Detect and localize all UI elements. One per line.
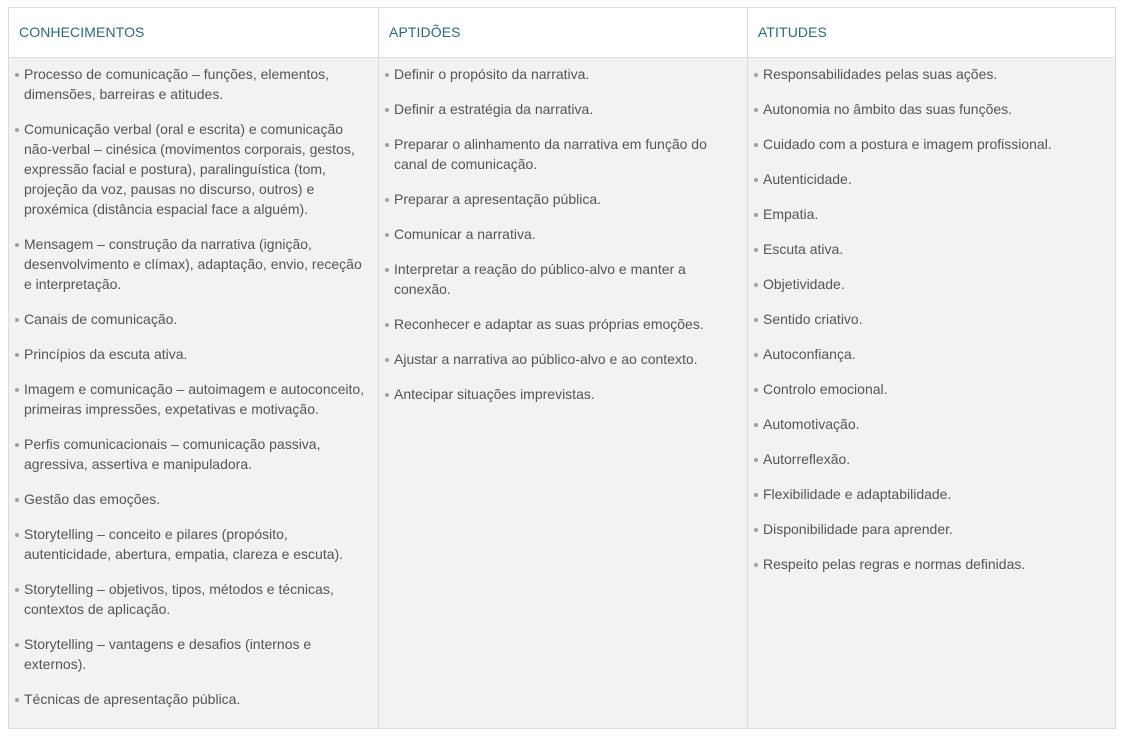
- list-item: [9, 579, 378, 619]
- bullet-dot-icon: [15, 73, 19, 77]
- bullet-dot-icon: [385, 73, 389, 77]
- list-item: [748, 64, 1115, 84]
- list-item-text: Ajustar a narrativa ao público-alvo e ao contexto.: [394, 351, 698, 367]
- list-item-text: Responsabilidades pelas suas ações.: [763, 66, 998, 82]
- bullet-dot-icon: [754, 248, 758, 252]
- list-item: [748, 414, 1115, 434]
- list-item-text: Escuta ativa.: [763, 241, 844, 257]
- list-atitudes: [748, 64, 1115, 574]
- list-item-text: Comunicar a narrativa.: [394, 226, 536, 242]
- list-item-text: Processo de comunicação – funções, elementos, dimensões, barreiras e atitudes.: [24, 66, 330, 102]
- list-item: [379, 259, 747, 299]
- list-item-text: Mensagem – construção da narrativa (ignição, desenvolvimento e clímax), adaptação, envio, receção e interpretação.: [24, 236, 362, 292]
- list-item: [9, 344, 378, 364]
- bullet-dot-icon: [15, 388, 19, 392]
- competencies-table: [8, 7, 1116, 729]
- list-item-text: Comunicação verbal (oral e escrita) e comunicação não-verbal – cinésica (movimentos corporais, gestos, expressão facial e postura), paralinguística (tom, projeção da voz, pausas no discurso, outros) e proxémica (distância espacial face a alguém).: [24, 121, 355, 217]
- list-item: [748, 204, 1115, 224]
- bullet-dot-icon: [385, 323, 389, 327]
- list-item-text: Cuidado com a postura e imagem profissional.: [763, 136, 1052, 152]
- list-item: [9, 634, 378, 674]
- bullet-dot-icon: [15, 533, 19, 537]
- list-item-text: Reconhecer e adaptar as suas próprias emoções.: [394, 316, 704, 332]
- list-item: [379, 224, 747, 244]
- bullet-dot-icon: [754, 73, 758, 77]
- list-item-text: Storytelling – objetivos, tipos, métodos e técnicas, contextos de aplicação.: [24, 581, 334, 617]
- list-item-text: Respeito pelas regras e normas definidas.: [763, 556, 1026, 572]
- column-header-conhecimentos: CONHECIMENTOS: [9, 8, 378, 58]
- column-header-aptidoes: APTIDÕES: [379, 8, 747, 58]
- column-atitudes: [747, 8, 1115, 728]
- list-item-text: Definir a estratégia da narrativa.: [394, 101, 594, 117]
- bullet-dot-icon: [754, 423, 758, 427]
- bullet-dot-icon: [15, 698, 19, 702]
- bullet-dot-icon: [385, 233, 389, 237]
- list-item: [9, 489, 378, 509]
- list-item: [748, 99, 1115, 119]
- list-item: [9, 64, 378, 104]
- list-item: [748, 169, 1115, 189]
- list-item: [379, 384, 747, 404]
- list-item-text: Autonomia no âmbito das suas funções.: [763, 101, 1013, 117]
- bullet-dot-icon: [15, 318, 19, 322]
- list-item: [748, 449, 1115, 469]
- column-header-atitudes: ATITUDES: [748, 8, 1115, 58]
- list-item-text: Empatia.: [763, 206, 819, 222]
- bullet-dot-icon: [754, 178, 758, 182]
- list-conhecimentos: [9, 64, 378, 709]
- bullet-dot-icon: [385, 143, 389, 147]
- list-item: [748, 484, 1115, 504]
- list-item: [9, 119, 378, 219]
- bullet-dot-icon: [754, 458, 758, 462]
- bullet-dot-icon: [754, 493, 758, 497]
- bullet-dot-icon: [754, 143, 758, 147]
- bullet-dot-icon: [15, 443, 19, 447]
- list-item: [748, 344, 1115, 364]
- list-item-text: Preparar a apresentação pública.: [394, 191, 602, 207]
- list-item: [379, 314, 747, 334]
- list-item-text: Antecipar situações imprevistas.: [394, 386, 595, 402]
- list-aptidoes: [379, 64, 747, 404]
- bullet-dot-icon: [385, 268, 389, 272]
- list-item: [379, 349, 747, 369]
- bullet-dot-icon: [15, 643, 19, 647]
- list-item: [748, 239, 1115, 259]
- list-item-text: Imagem e comunicação – autoimagem e autoconceito, primeiras impressões, expetativas e motivação.: [24, 381, 365, 417]
- list-item: [9, 434, 378, 474]
- list-item-text: Interpretar a reação do público-alvo e manter a conexão.: [394, 261, 686, 297]
- list-item: [748, 309, 1115, 329]
- list-item: [748, 379, 1115, 399]
- bullet-dot-icon: [754, 388, 758, 392]
- list-item-text: Controlo emocional.: [763, 381, 888, 397]
- bullet-dot-icon: [15, 353, 19, 357]
- list-item-text: Canais de comunicação.: [24, 311, 178, 327]
- bullet-dot-icon: [15, 128, 19, 132]
- list-item: [748, 554, 1115, 574]
- column-body-atitudes: [748, 58, 1115, 728]
- bullet-dot-icon: [385, 358, 389, 362]
- bullet-dot-icon: [754, 528, 758, 532]
- list-item-text: Autoconfiança.: [763, 346, 856, 362]
- column-aptidoes: [378, 8, 747, 728]
- list-item-text: Automotivação.: [763, 416, 860, 432]
- list-item: [9, 689, 378, 709]
- bullet-dot-icon: [754, 563, 758, 567]
- list-item-text: Storytelling – vantagens e desafios (internos e externos).: [24, 636, 312, 672]
- bullet-dot-icon: [15, 498, 19, 502]
- list-item: [9, 524, 378, 564]
- list-item-text: Storytelling – conceito e pilares (propósito, autenticidade, abertura, empatia, clareza e escuta).: [24, 526, 344, 562]
- list-item: [379, 134, 747, 174]
- list-item-text: Sentido criativo.: [763, 311, 863, 327]
- list-item-text: Autenticidade.: [763, 171, 852, 187]
- list-item: [379, 64, 747, 84]
- bullet-dot-icon: [754, 353, 758, 357]
- column-conhecimentos: [9, 8, 378, 728]
- list-item: [748, 274, 1115, 294]
- list-item-text: Técnicas de apresentação pública.: [24, 691, 241, 707]
- bullet-dot-icon: [385, 108, 389, 112]
- bullet-dot-icon: [754, 283, 758, 287]
- bullet-dot-icon: [15, 243, 19, 247]
- list-item-text: Disponibilidade para aprender.: [763, 521, 953, 537]
- bullet-dot-icon: [754, 318, 758, 322]
- list-item-text: Definir o propósito da narrativa.: [394, 66, 590, 82]
- list-item-text: Preparar o alinhamento da narrativa em função do canal de comunicação.: [394, 136, 707, 172]
- list-item: [9, 234, 378, 294]
- list-item: [748, 519, 1115, 539]
- list-item: [9, 379, 378, 419]
- list-item: [379, 189, 747, 209]
- list-item: [379, 99, 747, 119]
- list-item-text: Objetividade.: [763, 276, 845, 292]
- column-body-conhecimentos: [9, 58, 378, 728]
- list-item-text: Autorreflexão.: [763, 451, 851, 467]
- list-item-text: Perfis comunicacionais – comunicação passiva, agressiva, assertiva e manipuladora.: [24, 436, 321, 472]
- column-body-aptidoes: [379, 58, 747, 728]
- list-item-text: Flexibilidade e adaptabilidade.: [763, 486, 952, 502]
- bullet-dot-icon: [754, 108, 758, 112]
- bullet-dot-icon: [754, 213, 758, 217]
- bullet-dot-icon: [385, 198, 389, 202]
- list-item-text: Princípios da escuta ativa.: [24, 346, 188, 362]
- bullet-dot-icon: [385, 393, 389, 397]
- list-item: [9, 309, 378, 329]
- bullet-dot-icon: [15, 588, 19, 592]
- list-item: [748, 134, 1115, 154]
- list-item-text: Gestão das emoções.: [24, 491, 161, 507]
